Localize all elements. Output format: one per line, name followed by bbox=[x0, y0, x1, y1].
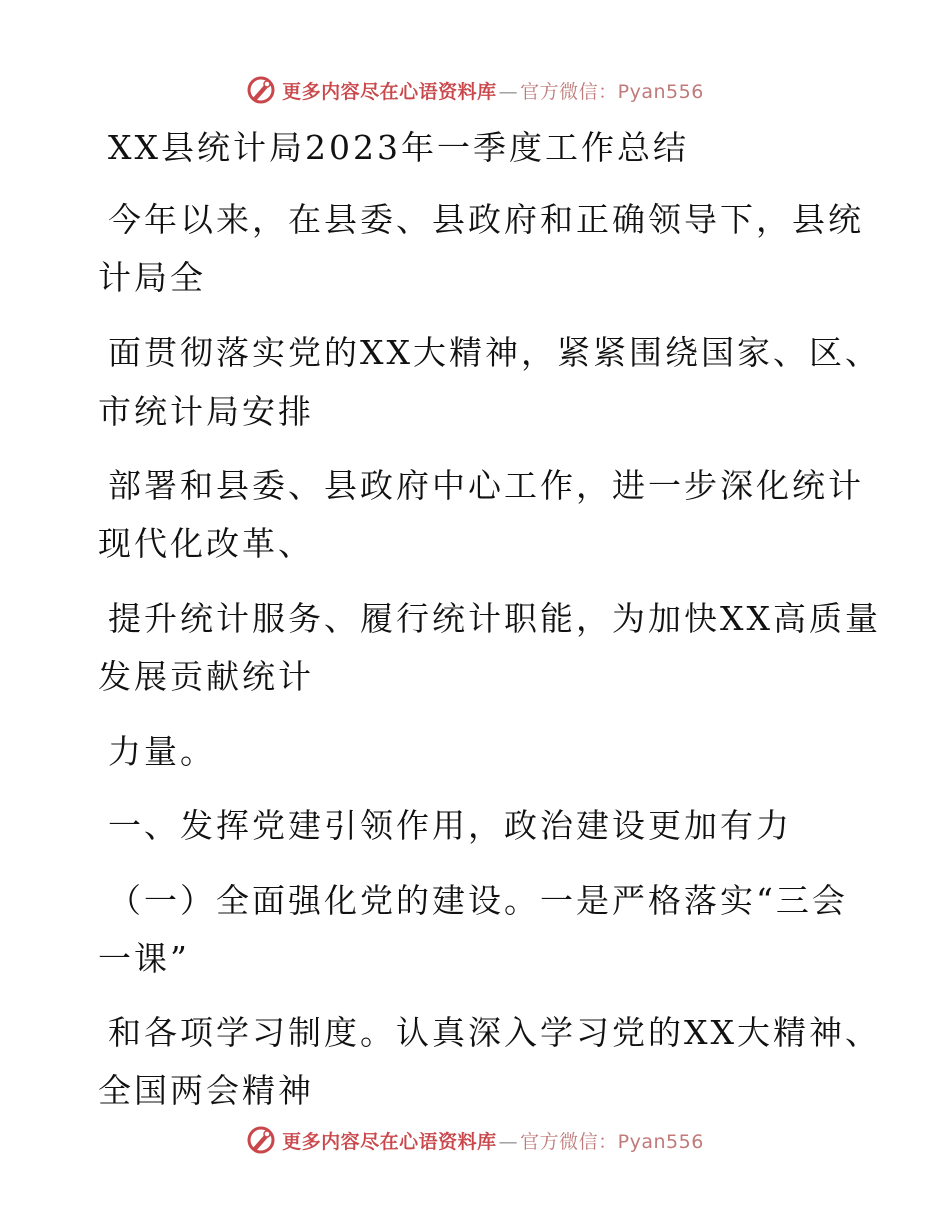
watermark-prefix: 更多内容尽在心语资料库 bbox=[282, 1130, 497, 1153]
header-watermark-banner bbox=[0, 70, 950, 110]
section-heading: 一、发挥党建引领作用，政治建设更加有力 bbox=[108, 806, 792, 845]
paragraph-line: 发展贡献统计 bbox=[98, 657, 314, 696]
subsection-line: （一）全面强化党的建设。一是严格落实“三会 bbox=[108, 881, 848, 920]
paragraph-line: 全国两会精神 bbox=[98, 1071, 314, 1110]
paragraph-line: 现代化改革、 bbox=[98, 524, 314, 563]
paragraph-line: 市统计局安排 bbox=[98, 392, 314, 431]
paragraph-line: 计局全 bbox=[98, 258, 206, 297]
pen-logo-icon bbox=[246, 75, 276, 105]
paragraph-line: 面贯彻落实党的XX大精神，紧紧围绕国家、区、 bbox=[108, 333, 881, 372]
paragraph-line: 力量。 bbox=[108, 732, 216, 771]
watermark-prefix: 更多内容尽在心语资料库 bbox=[282, 80, 497, 103]
watermark-suffix: 官方微信：Pyan556 bbox=[520, 1130, 704, 1153]
watermark-dash: — bbox=[498, 1130, 519, 1153]
pen-logo-icon bbox=[246, 1125, 276, 1155]
paragraph-line: 今年以来，在县委、县政府和正确领导下，县统 bbox=[108, 200, 864, 239]
paragraph-line: 一课” bbox=[98, 939, 190, 978]
watermark-dash: — bbox=[498, 80, 519, 103]
document-title: XX县统计局2023年一季度工作总结 bbox=[108, 128, 689, 167]
watermark-text bbox=[282, 1127, 704, 1154]
watermark-suffix: 官方微信：Pyan556 bbox=[520, 80, 704, 103]
paragraph-line: 提升统计服务、履行统计职能，为加快XX高质量 bbox=[108, 599, 881, 638]
footer-watermark-banner bbox=[0, 1120, 950, 1160]
watermark-text bbox=[282, 77, 704, 104]
paragraph-line: 部署和县委、县政府中心工作，进一步深化统计 bbox=[108, 466, 864, 505]
paragraph-line: 和各项学习制度。认真深入学习党的XX大精神、 bbox=[108, 1013, 881, 1052]
